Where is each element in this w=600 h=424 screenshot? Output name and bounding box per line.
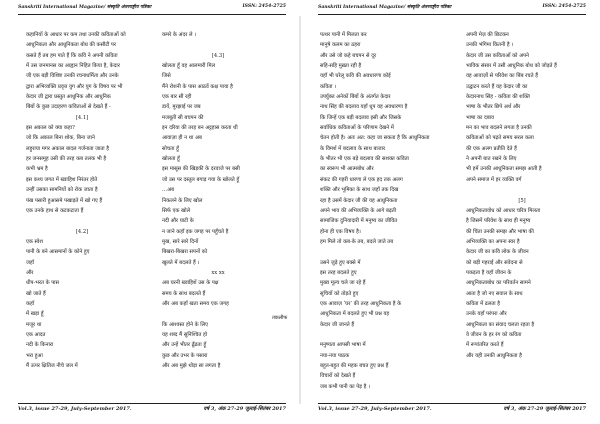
margin-note: तकलीफ	[272, 315, 288, 321]
text-line	[320, 330, 432, 340]
text-line: उनके यहाँ परंपरा और	[466, 311, 507, 318]
text-line: हम मिले तो कब-के तब, बदले जाते तब	[320, 238, 394, 245]
issue-info: वर्ष 3, अंक 27-29 जुलाई-सितंबर 2017	[503, 406, 586, 412]
text-line: इस कथ्य जगत में ख्वाहिश निरंतर होते	[26, 176, 98, 183]
text-line	[26, 216, 138, 226]
text-line: खोलता हूँ वह आलमारी मिल	[162, 63, 216, 70]
volume-info: Vol.3, issue 27-29, July-September 2017.	[18, 406, 132, 412]
footer-rule	[18, 403, 286, 404]
text-line: समय के साथ बदलते हैं	[162, 290, 206, 297]
text-line: की चिंता उनकी समझ और भाषा की	[466, 228, 534, 235]
text-line: में रूपांतरित करते हैं	[466, 342, 504, 349]
text-line: इन दरिया की तरह बन अट्टहास करता थी	[162, 125, 238, 132]
text-line: निकलने के लिए खोल	[162, 197, 203, 204]
text-line: वह आवाज़ों से परिवेश का बिंब रचते हैं	[466, 73, 538, 80]
text-line: उपर्युक्त अनेकों बिंबों के अंतर्गत केदार	[320, 94, 391, 101]
text-line: केदार जी का कवि लोक के जीवन	[466, 249, 529, 256]
text-line: एक आदत	[26, 331, 46, 338]
text-line: मैंने रोशनी के पास आठवें कक्ष पाया है	[162, 83, 233, 90]
text-line: सर्वाधिक कविताओं के परिणाम देखने में	[320, 125, 394, 132]
text-line: यहाँ भी घरेलू कवि की अवधारणा कोई	[320, 73, 391, 80]
text-line: कि आश्वस्त होने के लिए	[162, 321, 208, 328]
text-line: नदी के किनारा	[26, 342, 54, 349]
text-line: और उसे जो कहे बचपन से दूर	[320, 52, 377, 59]
section-number: xx xx	[211, 269, 225, 276]
text-line: खो जाते हैं	[26, 290, 46, 297]
text-line: और उन्हें भीतर ढूँढता हूँ	[162, 342, 207, 349]
text-line: नया-नया पाठक	[320, 352, 350, 359]
text-line: सोचता हूँ	[162, 145, 179, 152]
text-line: के भीतर भी एक बड़े बदलाव की सशक्त कविता	[320, 156, 409, 163]
header-rule	[318, 14, 586, 15]
section-number: [4.1]	[75, 114, 89, 121]
text-line: खुलते में बदलते हैं ।	[162, 259, 200, 266]
text-line: लहुराया मगर अकाल बादल गर्जनाता जाता है	[26, 145, 110, 152]
text-line: अपने भाव की अभिव्यक्ति के आगे बढ़ती	[320, 207, 397, 214]
text-line: मुख, सारे सारे दिनों	[162, 238, 199, 245]
issn: ISSN: 2454-2725	[242, 4, 286, 9]
text-column	[466, 30, 578, 361]
text-line: जब कभी पानी का पेड़ है ।	[320, 383, 370, 390]
text-line: नाथ सिंह की बदलाव यहाँ धूप वह अवधारणा है	[320, 104, 408, 111]
text-line: मुख्य मूल्य चले जा रहे हैं	[320, 280, 366, 287]
section-number: [5]	[518, 197, 526, 204]
text-line: हर जनसमूह उसी की तरह कब तलक भी है	[26, 156, 107, 163]
text-line: कसते हैं तब हम पाते हैं कि कवि ने अपनी कविता	[26, 52, 118, 59]
section-number: [4.2]	[75, 228, 89, 235]
text-line: का स्वरूप भी आत्मबोध और	[320, 166, 374, 173]
text-line: नदी और घाटी के	[162, 218, 194, 225]
volume-info: Vol.3, issue 27-29, July-September 2017.	[318, 406, 432, 412]
text-line: की एक अलग प्रतीति देते हैं	[466, 145, 517, 152]
text-line: धीप-भरत के पास	[26, 280, 60, 287]
text-line: और अब मुझे थोड़ा सा लगता है	[162, 363, 221, 369]
text-line: आवाज़ा ही न था अब	[162, 135, 202, 142]
text-line: आता है जो नए सवाल के साथ	[466, 290, 523, 297]
text-line: आधुनिकता में बदलते हुए भी प्रश्न यह	[320, 311, 390, 318]
page-header	[318, 4, 586, 14]
text-line: में खड़ा हूँ	[26, 311, 44, 318]
text-line: वे जीवन के हर रंग को कविता	[466, 331, 522, 338]
text-line: आधुनिकतावोध को आधार चरित्र मिलता	[466, 207, 541, 214]
text-line: मानुषे कलम का ठहरा	[320, 42, 361, 49]
right-page	[300, 0, 600, 424]
text-line: विचारों को देखते हैं	[320, 373, 356, 380]
text-line: है जिसमें परिवेश के साथ ही मनुष्य	[466, 218, 531, 225]
text-line	[466, 185, 578, 195]
text-line: कभी भ्रम है	[26, 166, 48, 173]
text-line: कमरे के अंदर ले ।	[162, 32, 197, 38]
page-footer	[318, 406, 586, 416]
text-line: इस अकाल को क्या कहा?	[26, 125, 75, 132]
text-line: और अब कहाँ खता समय एक जगह	[162, 300, 229, 307]
text-line	[162, 309, 274, 319]
text-line: सहि-सहि मुख़्ता रही है	[320, 63, 362, 70]
text-line: ने अपनी बात रखने के लिए	[466, 156, 517, 163]
text-column	[162, 30, 274, 371]
text-line: और यही उनकी आधुनिकता है	[466, 352, 522, 359]
text-line: अपने समाज में हर व्यक्ति वर्ग	[466, 176, 522, 183]
text-line: उसने जुड़े हुए बक्से में	[320, 259, 361, 266]
text-line: भी हमें उनकी आधुनिकता समझ आती है	[466, 166, 542, 173]
text-line: आधुनिकता और आधुनिकता बोध की कसौटी पर	[26, 42, 117, 49]
text-line: एक स्वेश	[26, 238, 43, 245]
text-line: होना ही एक विषय है।	[320, 228, 361, 235]
text-line: जहाँ	[26, 259, 34, 266]
text-line: मन का भाव बदलने लगता है उनकी	[466, 125, 532, 132]
text-line: एक उनके हाथ से कटकटाता हैं	[26, 207, 84, 214]
text-line: न जाने कहाँ इक जगह पर पहुँचते है	[162, 228, 229, 235]
magazine-title: Sanskriti International Magazine/ संस्कृति अंतरराष्ट्रीय पत्रिका	[318, 5, 452, 10]
text-line: जो कि अकाल बिना शोक, बिना जाने	[26, 135, 95, 142]
page-header	[18, 4, 286, 14]
text-line: और	[26, 269, 34, 276]
text-line: इस मासूस की खिड़की के दरवाजे पर बसी	[162, 166, 240, 173]
text-line: के विमर्श में बदलाव के साथ बाजार	[320, 145, 386, 152]
text-line: एक आवाज़ ‘घर’ की तरह आधुनिकता है के	[320, 300, 402, 307]
magazine-title: Sanskriti International Magazine/ संस्कृति अंतरराष्ट्रीय पत्रिका	[18, 5, 152, 10]
issn: ISSN: 2454-2725	[542, 4, 586, 9]
text-line: केदार जी जानते हैं	[320, 321, 355, 328]
text-line: चेतन होती है। अतः अत: कहा जा सकता है कि आधुनिकता	[320, 135, 430, 142]
text-line: कहाँ	[26, 300, 35, 307]
text-line: केदारनाथ सिंह - कविता की शक्ति	[466, 94, 530, 101]
text-line: कि जिन्हें एक बड़ी बदलाव इसी और जिसके	[320, 114, 402, 121]
text-line: शक्ति और भूमिका के साथ जहाँ तक दिख	[320, 187, 399, 194]
text-line: यह शब्द मैं सुनिश्चित हो	[162, 331, 208, 338]
text-line: …अब	[162, 187, 175, 194]
text-line: पंख पसारी हुआसमे पखाड़ते में खो गए हैं	[26, 197, 103, 204]
text-line: उनकी भंगिमा कितनी है ।	[466, 42, 514, 49]
issue-info: वर्ष 3, अंक 27-29 जुलाई-सितंबर 2017	[203, 406, 286, 412]
text-line: भाषा के भीतर छिपे अर्थ और	[466, 104, 521, 111]
text-line: सूचियों को तोड़ते हुए	[320, 290, 359, 297]
text-line: इस तरह बदलते हुए	[320, 269, 357, 276]
section-number: [4.3]	[211, 52, 225, 59]
text-line: जी एक बड़ी विशिष्ट उनकी रचनाधर्मिता और उनके	[26, 73, 119, 80]
text-line: अब घरनी ख्वाहिशें उस के पक्ष	[162, 280, 219, 287]
text-line: में उस जनमानस का आह्वान निहित किया है, केदार	[26, 63, 120, 70]
text-line: अभिव्यक्ति का अपना स्वर है	[466, 238, 520, 245]
text-line: कविता में ढलता है	[466, 300, 501, 307]
text-line: मजबूती सी बचपन की	[162, 114, 204, 121]
text-line: संकट की गहरी धारणा ले एक हद तक अलग	[320, 176, 403, 183]
text-line: सामाजिक दुनियादारी में मनुष्य का जीवित	[320, 218, 398, 225]
footer-rule	[318, 403, 586, 404]
text-line: कविताओं को पढ़ते समय सरल कला	[466, 135, 534, 142]
text-line: उद्घाटन करते हैं यह केदार जी का	[466, 83, 528, 90]
text-line: पकड़ता है यहाँ जीवन के	[466, 269, 512, 276]
text-line: बिंबों के कुछ उदाहरण कविताओं से देखते हैं -	[26, 104, 111, 111]
text-line: एक बार सी रही	[162, 94, 192, 101]
text-line: मजूर था	[26, 321, 42, 328]
text-line: कविता ।	[320, 83, 337, 90]
text-line: कहानियों के आधार पर कम तथा उनकी कविताओं को	[26, 32, 126, 38]
text-line: बहुत-बहुत की महक बचत हुए प्रश्न हैं	[320, 363, 389, 369]
text-line: भाषा का दबाव	[466, 114, 494, 121]
text-line: बिखरा-बिखरा सपनों को	[162, 249, 208, 256]
page-footer	[18, 406, 286, 416]
text-line: भरा हुआ	[26, 352, 43, 359]
text-line: मैं ऊपर क्षितिज नीचे जल में	[26, 363, 78, 369]
text-line: रहा है उसमें केदार जी की यह आधुनिकता	[320, 197, 398, 204]
text-line	[320, 247, 432, 257]
text-line: कुछ और उभर के पसारा	[162, 352, 208, 359]
text-line: उन्हीं उसका सामनियों को रोक जाता है	[26, 187, 98, 194]
text-column	[320, 30, 432, 392]
text-line: आधुनिकता का संवाद चलता रहता है	[466, 321, 535, 328]
text-line: जिसे	[162, 73, 171, 80]
text-line: जो उस पर दस्तूल बगाड़ गया के खोलते हूँ	[162, 176, 240, 183]
text-line: अपनी मेज़ की छिटकन	[466, 32, 509, 38]
text-line: भाविक संसार में उसी आधुनिक बोध को जोड़ते हैं	[466, 63, 557, 70]
text-column	[26, 30, 138, 371]
text-line: को बड़ी गहराई और संवेदना से	[466, 259, 523, 266]
text-line: खोलता हूँ	[162, 156, 180, 163]
header-rule	[18, 14, 286, 15]
text-line: पानी के बने आसमानों के कोने हुए	[26, 249, 90, 256]
text-line: मनुष्यता आपसी भाषा में	[320, 342, 366, 349]
text-line: पत्थर पानी में मिलता कर	[320, 32, 367, 38]
text-line: द्वारा अभिव्यक्ति प्रवृत्त युग और युग के विषय पर भी	[26, 83, 123, 90]
text-line: केदार जी द्वारा प्रस्तुत आधुनिक और आधुनिक	[26, 94, 111, 101]
text-line: केदार जी उस कविताओं को अपने	[466, 52, 529, 59]
text-line: डायें, मुरझाई पर जब	[162, 104, 201, 111]
text-line	[162, 40, 274, 50]
text-line: सिर्फ एक खोले	[162, 207, 191, 214]
text-line: आधुनिकताबोध का परिवर्तन सामने	[466, 280, 531, 287]
